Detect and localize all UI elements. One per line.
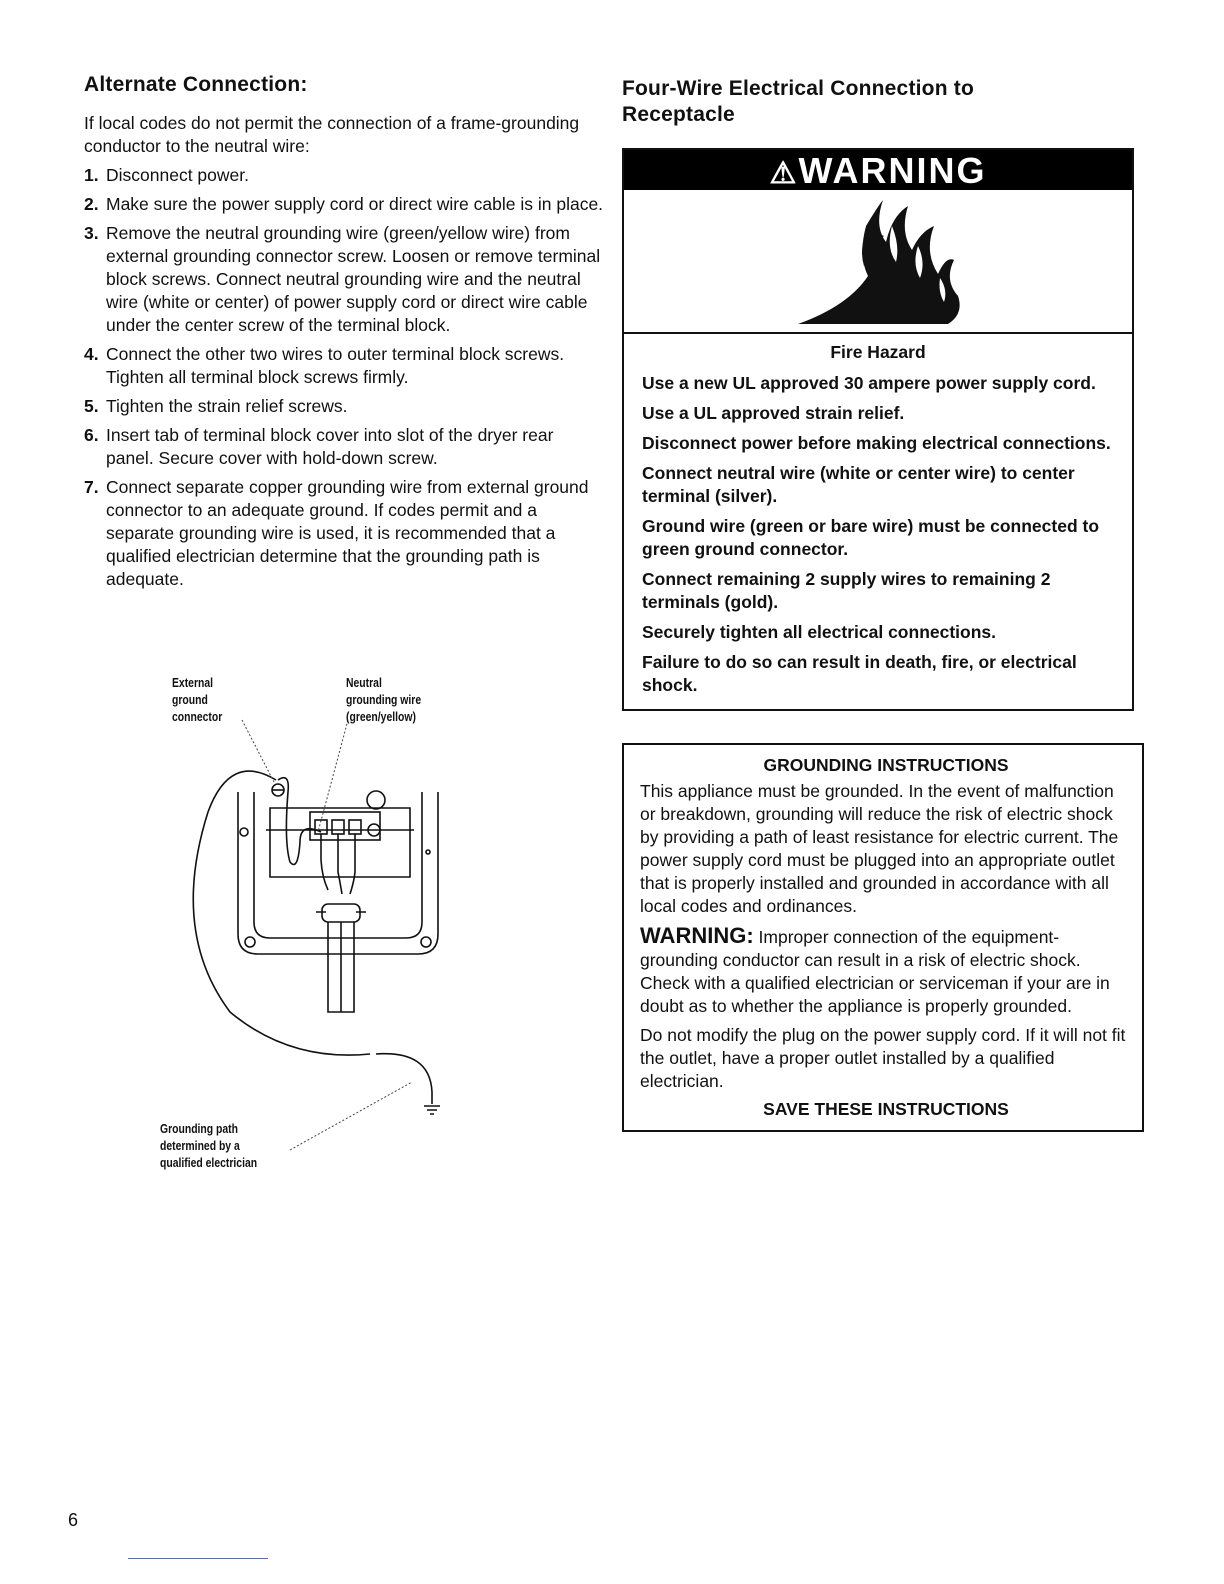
four-wire-heading: Four-Wire Electrical Connection to Receptacle	[622, 77, 974, 126]
grounding-path-label: Grounding path determined by a qualified electrician	[160, 1121, 258, 1170]
warning-word: WARNING:	[640, 923, 754, 948]
warning-line: Disconnect power before making electrical connections.	[642, 433, 1111, 453]
alternate-connection-intro: If local codes do not permit the connection of a frame-grounding conductor to the neutral wire:	[84, 113, 580, 156]
warning-banner-text: WARNING	[798, 150, 987, 191]
alternate-connection-steps	[84, 164, 604, 591]
warning-triangle-icon: ⚠	[769, 157, 799, 190]
list-item: 1. Disconnect power.	[84, 165, 249, 185]
fire-hazard-icon	[788, 196, 968, 326]
grounding-warning-paragraph: WARNING: Improper connection of the equipment-grounding conductor can result in a risk of electric shock. Check with a qualified electrician or serviceman if your are in doubt as to whether the appliance is properly grounded.	[640, 923, 1110, 1016]
alternate-connection-heading: Alternate Connection:	[84, 73, 308, 96]
save-instructions: SAVE THESE INSTRUCTIONS	[763, 1099, 1009, 1119]
warning-banner	[624, 150, 1132, 190]
grounding-instructions-title: GROUNDING INSTRUCTIONS	[763, 755, 1009, 775]
right-column	[622, 76, 1140, 1132]
grounding-instructions-box	[622, 743, 1144, 1132]
warning-box	[622, 148, 1134, 711]
warning-line: Failure to do so can result in death, fire, or electrical shock.	[642, 652, 1077, 695]
fire-hazard-area	[624, 190, 1132, 334]
warning-line: Use a UL approved strain relief.	[642, 403, 905, 423]
neutral-grounding-wire-label: Neutral grounding wire (green/yellow)	[346, 675, 422, 724]
warning-line: Securely tighten all electrical connections.	[642, 622, 997, 642]
warning-line: Use a new UL approved 30 ampere power supply cord.	[642, 373, 1096, 393]
footer-divider	[128, 1558, 268, 1559]
warning-line: Ground wire (green or bare wire) must be connected to green ground connector.	[642, 516, 1100, 559]
page-number: 6	[68, 1510, 79, 1530]
fire-hazard-title: Fire Hazard	[830, 342, 926, 362]
list-item: 3. Remove the neutral grounding wire (green/yellow wire) from external grounding connector screw. Loosen or remove terminal block screws. Connect neutral grounding wire and the neutral wire (white or center) of power supply cord or direct wire cable under the center screw of the terminal block.	[84, 223, 601, 335]
list-item: 6. Insert tab of terminal block cover into slot of the dryer rear panel. Secure cover with hold-down screw.	[84, 425, 554, 468]
warning-body	[624, 334, 1132, 709]
terminal-block-diagram	[150, 672, 470, 1172]
grounding-plug-paragraph: Do not modify the plug on the power supply cord. If it will not fit the outlet, have a proper outlet installed by a qualified electrician.	[640, 1025, 1126, 1091]
warning-line: Connect neutral wire (white or center wire) to center terminal (silver).	[642, 463, 1075, 506]
wiring-diagram	[150, 672, 470, 1172]
grounding-paragraph: This appliance must be grounded. In the event of malfunction or breakdown, grounding will reduce the risk of electric shock by providing a path of least resistance for electric current. The power supply cord must be plugged into an appropriate outlet that is properly installed and grounded in accordance with all local codes and ordinances.	[640, 781, 1119, 916]
left-column	[84, 72, 604, 597]
list-item: 2. Make sure the power supply cord or direct wire cable is in place.	[84, 194, 604, 214]
list-item: 7. Connect separate copper grounding wire from external ground connector to an adequate ground. If codes permit and a separate grounding wire is used, it is recommended that a qualified electrician determine that the grounding path is adequate.	[84, 477, 589, 589]
list-item: 5. Tighten the strain relief screws.	[84, 396, 348, 416]
external-ground-connector-label: External ground connector	[172, 675, 223, 724]
list-item: 4. Connect the other two wires to outer terminal block screws. Tighten all terminal block screws firmly.	[84, 344, 565, 387]
warning-line: Connect remaining 2 supply wires to remaining 2 terminals (gold).	[642, 569, 1051, 612]
